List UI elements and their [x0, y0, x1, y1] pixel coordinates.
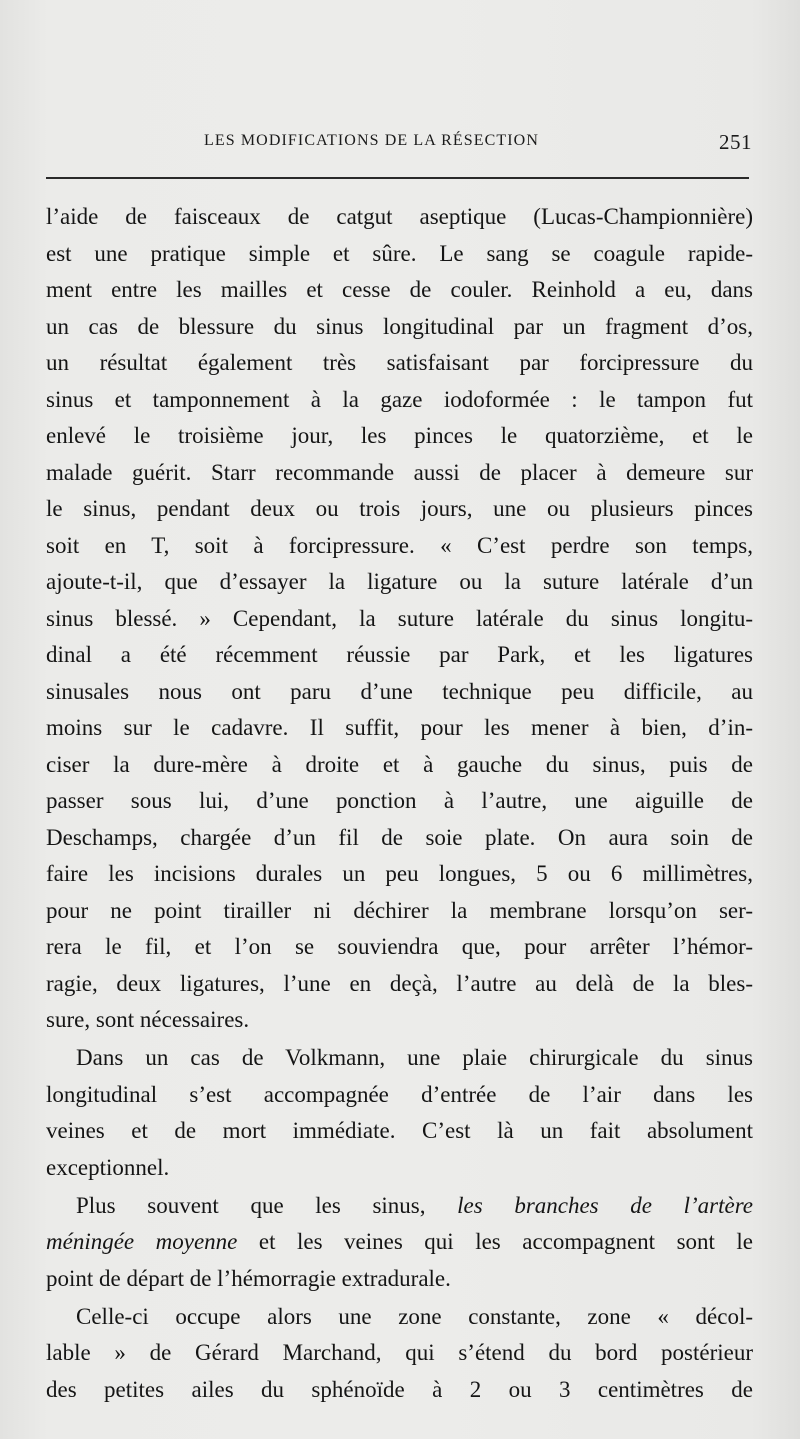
text-line: sinus blessé. » Cependant, la suture latérale du sinus longitu- — [46, 605, 753, 631]
text-line: l’aide de faisceaux de catgut aseptique (Lucas-Championnière) — [46, 204, 753, 229]
text-line: soit en T, soit à forcipressure. « C’est perdre son temps, — [46, 532, 753, 558]
text-line: des petites ailes du sphénoïde à 2 ou 3 centimètres de — [46, 1376, 753, 1402]
text-line: moins sur le cadavre. Il suffit, pour les mener à bien, d’in- — [46, 715, 753, 740]
italic-run: les branches de l’artère — [457, 1192, 754, 1218]
text-line: pour ne point tirailler ni déchirer la membrane lorsqu’on ser- — [46, 897, 753, 923]
text-line — [46, 1188, 753, 1225]
text-line: dinal a été récemment réussie par Park, et les ligatures — [46, 642, 753, 667]
page-header — [46, 132, 752, 156]
text-line: veines et de mort immédiate. C’est là un fait absolument — [46, 1118, 753, 1143]
text-line: un résultat également très satisfaisant par forcipressure du — [46, 350, 753, 375]
text-line: enlevé le troisième jour, les pinces le quatorzième, et le — [46, 423, 753, 448]
text-line: point de départ de l’hémorragie extradurale. — [46, 1265, 451, 1291]
text-line: sure, sont nécessaires. — [46, 1007, 250, 1032]
text-line: ment entre les mailles et cesse de couler. Reinhold a eu, dans — [46, 277, 753, 302]
text-line: sinusales nous ont paru d’une technique peu difficile, au — [46, 678, 753, 704]
text-line: Celle-ci occupe alors une zone constante, zone « décol- — [76, 1303, 753, 1329]
running-title: LES MODIFICATIONS DE LA RÉSECTION — [204, 132, 539, 149]
text-line: longitudinal s’est accompagnée d’entrée de l’air dans les — [46, 1081, 753, 1107]
text-line: Deschamps, chargée d’un fil de soie plate. On aura soin de — [46, 824, 753, 850]
text-line: Dans un cas de Volkmann, une plaie chirurgicale du sinus — [76, 1045, 753, 1070]
text-line: le sinus, pendant deux ou trois jours, une ou plusieurs pinces — [46, 496, 753, 521]
text-line: faire les incisions durales un peu longues, 5 ou 6 millimètres, — [46, 861, 753, 886]
body-text — [46, 199, 753, 1408]
text-run: et les veines qui les accompagnent sont le — [258, 1229, 754, 1254]
text-line: est une pratique simple et sûre. Le sang se coagule rapide- — [46, 240, 753, 266]
text-line: sinus et tamponnement à la gaze iodoformée : le tampon fut — [46, 386, 753, 412]
text-line: ciser la dure-mère à droite et à gauche du sinus, puis de — [46, 751, 753, 777]
text-line: ajoute-t-il, que d’essayer la ligature ou la suture latérale d’un — [46, 569, 753, 594]
text-line: ragie, deux ligatures, l’une en deçà, l’autre au delà de la bles- — [46, 970, 753, 996]
text-line: exceptionnel. — [46, 1154, 170, 1180]
text-line: passer sous lui, d’une ponction à l’autre, une aiguille de — [46, 788, 753, 813]
italic-run: méningée moyenne — [46, 1229, 238, 1254]
text-line: un cas de blessure du sinus longitudinal par un fragment d’os, — [46, 313, 753, 339]
text-run: Plus souvent que les sinus, — [76, 1192, 426, 1218]
page-number: 251 — [719, 130, 752, 154]
text-line: lable » de Gérard Marchand, qui s’étend du bord postérieur — [46, 1340, 753, 1365]
text-line: rera le fil, et l’on se souviendra que, pour arrêter l’hémor- — [46, 934, 753, 959]
text-line — [46, 1224, 753, 1261]
text-line: malade guérit. Starr recommande aussi de placer à demeure sur — [46, 459, 753, 485]
header-rule — [46, 177, 749, 179]
